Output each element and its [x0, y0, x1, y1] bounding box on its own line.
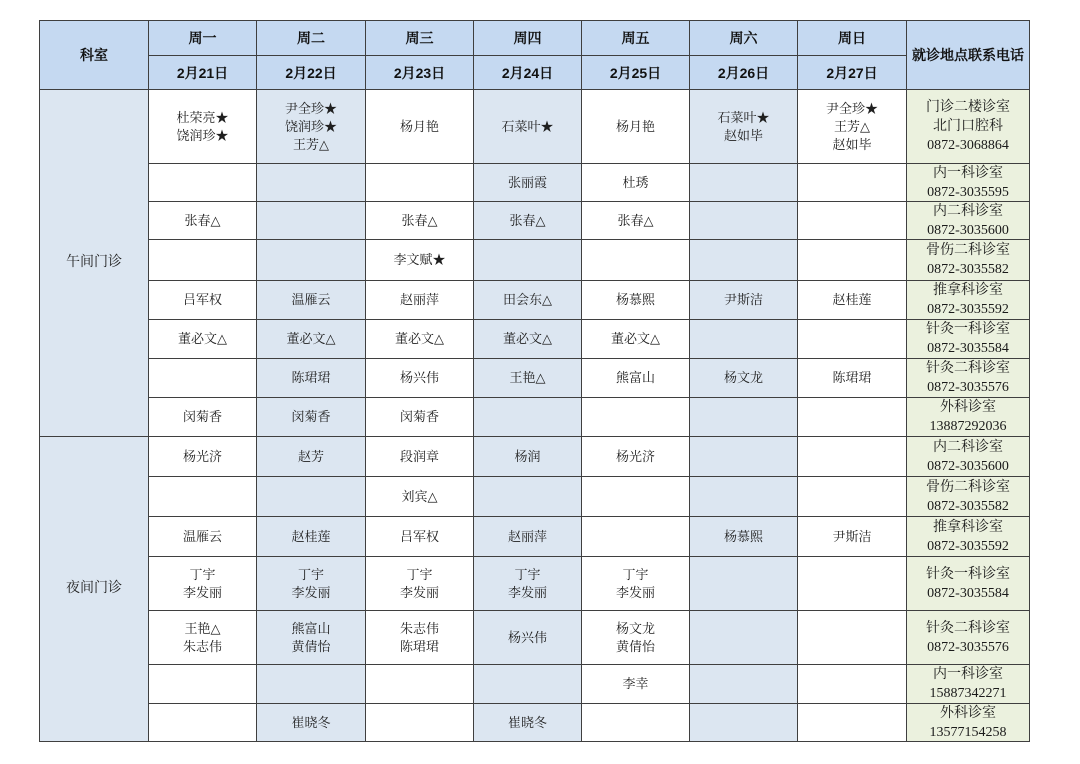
- doctor-cell: 田会东△: [474, 281, 581, 319]
- doctor-cell: 杨文龙: [690, 359, 797, 397]
- doctor-cell: [798, 398, 906, 436]
- location-cell: 推拿科诊室 0872-3035592: [907, 281, 1029, 319]
- doctor-cell: 杨光济: [149, 437, 256, 476]
- doctor-cell: 段润章: [366, 437, 473, 476]
- doctor-cell: [474, 665, 581, 703]
- header-date: 2月21日: [149, 56, 256, 89]
- doctor-cell: 董必文△: [582, 320, 689, 358]
- doctor-cell: 尹斯洁: [690, 281, 797, 319]
- section-label-evening: 夜间门诊: [40, 437, 148, 741]
- doctor-cell: 陈珺珺: [798, 359, 906, 397]
- doctor-cell: [149, 665, 256, 703]
- doctor-cell: [149, 164, 256, 201]
- doctor-cell: 杨月艳: [366, 90, 473, 163]
- header-weekday: 周日: [798, 21, 906, 55]
- location-cell: 内一科诊室 15887342271: [907, 665, 1029, 703]
- doctor-cell: 王艳△: [474, 359, 581, 397]
- header-date: 2月22日: [257, 56, 365, 89]
- doctor-cell: 董必文△: [257, 320, 365, 358]
- doctor-cell: 刘宾△: [366, 477, 473, 516]
- doctor-cell: [257, 665, 365, 703]
- header-date: 2月26日: [690, 56, 797, 89]
- doctor-cell: 赵桂莲: [798, 281, 906, 319]
- doctor-cell: [366, 704, 473, 741]
- doctor-cell: 杜荣亮★ 饶润珍★: [149, 90, 256, 163]
- doctor-cell: [690, 557, 797, 610]
- location-cell: 针灸二科诊室 0872-3035576: [907, 611, 1029, 664]
- doctor-cell: 熊富山: [582, 359, 689, 397]
- doctor-cell: [798, 665, 906, 703]
- doctor-cell: 吕军权: [366, 517, 473, 556]
- header-weekday: 周四: [474, 21, 581, 55]
- doctor-cell: [257, 202, 365, 239]
- doctor-cell: [798, 202, 906, 239]
- location-cell: 骨伤二科诊室 0872-3035582: [907, 477, 1029, 516]
- location-cell: 门诊二楼诊室 北门口腔科 0872-3068864: [907, 90, 1029, 163]
- doctor-cell: 吕军权: [149, 281, 256, 319]
- location-cell: 内一科诊室 0872-3035595: [907, 164, 1029, 201]
- doctor-cell: [690, 240, 797, 280]
- doctor-cell: 朱志伟 陈珺珺: [366, 611, 473, 664]
- doctor-cell: 张丽霞: [474, 164, 581, 201]
- doctor-cell: [690, 665, 797, 703]
- doctor-cell: 丁宇 李发丽: [474, 557, 581, 610]
- header-weekday: 周五: [582, 21, 689, 55]
- doctor-cell: [582, 517, 689, 556]
- doctor-cell: [798, 477, 906, 516]
- doctor-cell: [474, 398, 581, 436]
- header-date: 2月25日: [582, 56, 689, 89]
- header-date: 2月23日: [366, 56, 473, 89]
- header-weekday: 周一: [149, 21, 256, 55]
- doctor-cell: 赵芳: [257, 437, 365, 476]
- doctor-cell: 李文赋★: [366, 240, 473, 280]
- doctor-cell: [366, 665, 473, 703]
- doctor-cell: [798, 164, 906, 201]
- doctor-cell: 丁宇 李发丽: [257, 557, 365, 610]
- doctor-cell: 张春△: [582, 202, 689, 239]
- header-weekday: 周三: [366, 21, 473, 55]
- doctor-cell: [690, 164, 797, 201]
- doctor-cell: [690, 437, 797, 476]
- doctor-cell: 杨文龙 黄倩怡: [582, 611, 689, 664]
- doctor-cell: 董必文△: [366, 320, 473, 358]
- doctor-cell: 石菜叶★ 赵如毕: [690, 90, 797, 163]
- doctor-cell: [257, 164, 365, 201]
- doctor-cell: 杨慕熙: [690, 517, 797, 556]
- doctor-cell: 崔晓冬: [474, 704, 581, 741]
- location-cell: 内二科诊室 0872-3035600: [907, 437, 1029, 476]
- header-weekday: 周六: [690, 21, 797, 55]
- doctor-cell: [149, 704, 256, 741]
- doctor-cell: 丁宇 李发丽: [582, 557, 689, 610]
- doctor-cell: 张春△: [149, 202, 256, 239]
- doctor-cell: 王艳△ 朱志伟: [149, 611, 256, 664]
- doctor-cell: 温雁云: [257, 281, 365, 319]
- doctor-cell: [798, 320, 906, 358]
- doctor-cell: 杨月艳: [582, 90, 689, 163]
- doctor-cell: [798, 557, 906, 610]
- location-cell: 外科诊室 13887292036: [907, 398, 1029, 436]
- location-cell: 针灸二科诊室 0872-3035576: [907, 359, 1029, 397]
- doctor-cell: [474, 240, 581, 280]
- location-cell: 骨伤二科诊室 0872-3035582: [907, 240, 1029, 280]
- doctor-cell: [798, 240, 906, 280]
- doctor-cell: [366, 164, 473, 201]
- location-cell: 推拿科诊室 0872-3035592: [907, 517, 1029, 556]
- doctor-cell: [798, 437, 906, 476]
- doctor-cell: [690, 704, 797, 741]
- doctor-cell: [690, 320, 797, 358]
- doctor-cell: 丁宇 李发丽: [366, 557, 473, 610]
- doctor-cell: 董必文△: [149, 320, 256, 358]
- doctor-cell: [149, 359, 256, 397]
- doctor-cell: 熊富山 黄倩怡: [257, 611, 365, 664]
- doctor-cell: 张春△: [366, 202, 473, 239]
- doctor-cell: 尹斯洁: [798, 517, 906, 556]
- doctor-cell: [257, 477, 365, 516]
- doctor-cell: [798, 704, 906, 741]
- doctor-cell: 杨兴伟: [366, 359, 473, 397]
- doctor-cell: 闵菊香: [257, 398, 365, 436]
- location-cell: 针灸一科诊室 0872-3035584: [907, 557, 1029, 610]
- doctor-cell: [582, 240, 689, 280]
- doctor-cell: 陈珺珺: [257, 359, 365, 397]
- doctor-cell: 杨光济: [582, 437, 689, 476]
- doctor-cell: [690, 398, 797, 436]
- doctor-cell: [582, 477, 689, 516]
- doctor-cell: 张春△: [474, 202, 581, 239]
- doctor-cell: [582, 704, 689, 741]
- doctor-cell: 杜琇: [582, 164, 689, 201]
- doctor-cell: 尹全珍★ 王芳△ 赵如毕: [798, 90, 906, 163]
- doctor-cell: 杨兴伟: [474, 611, 581, 664]
- doctor-cell: [257, 240, 365, 280]
- location-cell: 外科诊室 13577154258: [907, 704, 1029, 741]
- doctor-cell: 闵菊香: [149, 398, 256, 436]
- header-location: 就诊地点联系电话: [907, 21, 1029, 89]
- doctor-cell: [474, 477, 581, 516]
- location-cell: 内二科诊室 0872-3035600: [907, 202, 1029, 239]
- doctor-cell: [690, 477, 797, 516]
- header-weekday: 周二: [257, 21, 365, 55]
- doctor-cell: 赵丽萍: [366, 281, 473, 319]
- header-date: 2月24日: [474, 56, 581, 89]
- doctor-cell: [582, 398, 689, 436]
- doctor-cell: 崔晓冬: [257, 704, 365, 741]
- doctor-cell: 闵菊香: [366, 398, 473, 436]
- header-dept: 科室: [40, 21, 148, 89]
- header-date: 2月27日: [798, 56, 906, 89]
- doctor-cell: 赵丽萍: [474, 517, 581, 556]
- doctor-cell: [149, 240, 256, 280]
- doctor-cell: 杨慕熙: [582, 281, 689, 319]
- doctor-cell: 赵桂莲: [257, 517, 365, 556]
- doctor-cell: 李幸: [582, 665, 689, 703]
- doctor-cell: [149, 477, 256, 516]
- doctor-cell: 石菜叶★: [474, 90, 581, 163]
- doctor-cell: 温雁云: [149, 517, 256, 556]
- doctor-cell: [690, 202, 797, 239]
- doctor-cell: 董必文△: [474, 320, 581, 358]
- doctor-cell: 丁宇 李发丽: [149, 557, 256, 610]
- schedule-table: [39, 20, 1030, 742]
- section-label-noon: 午间门诊: [40, 90, 148, 436]
- doctor-cell: [690, 611, 797, 664]
- doctor-cell: 尹全珍★ 饶润珍★ 王芳△: [257, 90, 365, 163]
- location-cell: 针灸一科诊室 0872-3035584: [907, 320, 1029, 358]
- doctor-cell: 杨润: [474, 437, 581, 476]
- doctor-cell: [798, 611, 906, 664]
